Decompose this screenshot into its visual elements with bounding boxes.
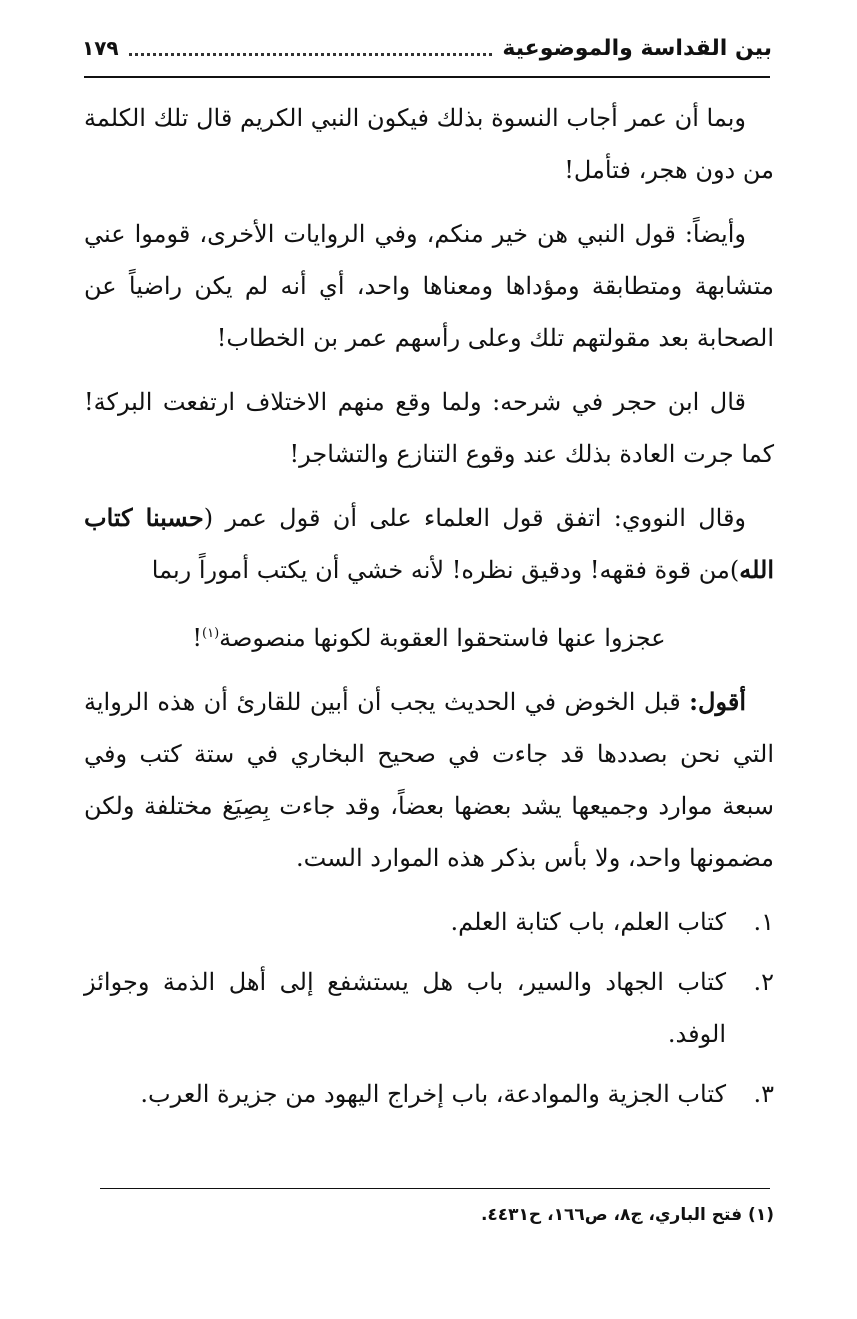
paragraph-3: قال ابن حجر في شرحه: ولما وقع منهم الاختلاف ارتفعت البركة! كما جرت العادة بذلك عند وقوع التنازع والتشاجر!	[84, 388, 774, 468]
paragraph-5-end: !	[192, 624, 203, 652]
running-title: بين القداسة والموضوعية	[502, 35, 772, 61]
paragraph-4	[84, 492, 774, 596]
list-item-number: ٣.	[753, 1080, 774, 1108]
running-header	[82, 28, 772, 68]
quoted-phrase: حسبنا كتاب الله	[84, 503, 774, 584]
footnote-ref: (١)	[202, 626, 220, 641]
list-item-text: كتاب الجهاد والسير، باب هل يستشفع إلى أهل الذمة وجوائز الوفد.	[84, 968, 726, 1048]
list-item-number: ٢.	[753, 968, 774, 996]
sources-list	[84, 896, 774, 1120]
page-body	[84, 92, 774, 1128]
paragraph-6-text: قبل الخوض في الحديث يجب أن أبين للقارئ أن هذه الرواية التي نحن بصددها قد جاءت في صحيح البخاري في ستة كتب وفي سبعة موارد وجميعها يشد بعضها بعضاً، وقد جاءت بِصِيَغ مختلفة ولكن مضمونها واحد، ولا بأس بذكر هذه الموارد الست.	[84, 688, 774, 872]
nawawi-quote-start: وقال النووي: اتفق قول العلماء على أن قول عمر (	[203, 504, 747, 532]
list-item	[84, 1068, 774, 1120]
header-dot-leader	[129, 53, 493, 56]
list-item	[84, 956, 774, 1060]
footnote-marker: (١)	[748, 1205, 774, 1225]
footnote-text: فتح الباري، ج٨، ص١٦٦، ح٤٤٣١.	[480, 1205, 743, 1225]
footnote	[84, 1205, 774, 1225]
list-item	[84, 896, 774, 948]
header-rule	[84, 76, 770, 78]
list-item-text: كتاب العلم، باب كتابة العلم.	[450, 908, 726, 936]
list-item-text: كتاب الجزية والموادعة، باب إخراج اليهود من جزيرة العرب.	[140, 1080, 726, 1108]
nawawi-quote-end: )من قوة فقهه! ودقيق نظره! لأنه خشي أن يكتب أموراً ربما	[151, 556, 740, 584]
paragraph-6	[84, 676, 774, 884]
page-number: ١٧٩	[82, 36, 119, 60]
paragraph-5	[84, 608, 774, 664]
aqulu-label: أقول:	[689, 687, 746, 716]
paragraph-1: وبما أن عمر أجاب النسوة بذلك فيكون النبي الكريم قال تلك الكلمة من دون هجر، فتأمل!	[84, 104, 774, 184]
list-item-number: ١.	[753, 908, 774, 936]
paragraph-2: وأيضاً: قول النبي هن خير منكم، وفي الروايات الأخرى، قوموا عني متشابهة ومتطابقة ومؤداها ومعناها واحد، أي أنه لم يكن راضياً عن الصحابة بعد مقولتهم تلك وعلى رأسهم عمر بن الخطاب!	[84, 220, 774, 352]
paragraph-5-text: عجزوا عنها فاستحقوا العقوبة لكونها منصوصة	[219, 624, 666, 652]
footnote-rule	[100, 1188, 770, 1189]
